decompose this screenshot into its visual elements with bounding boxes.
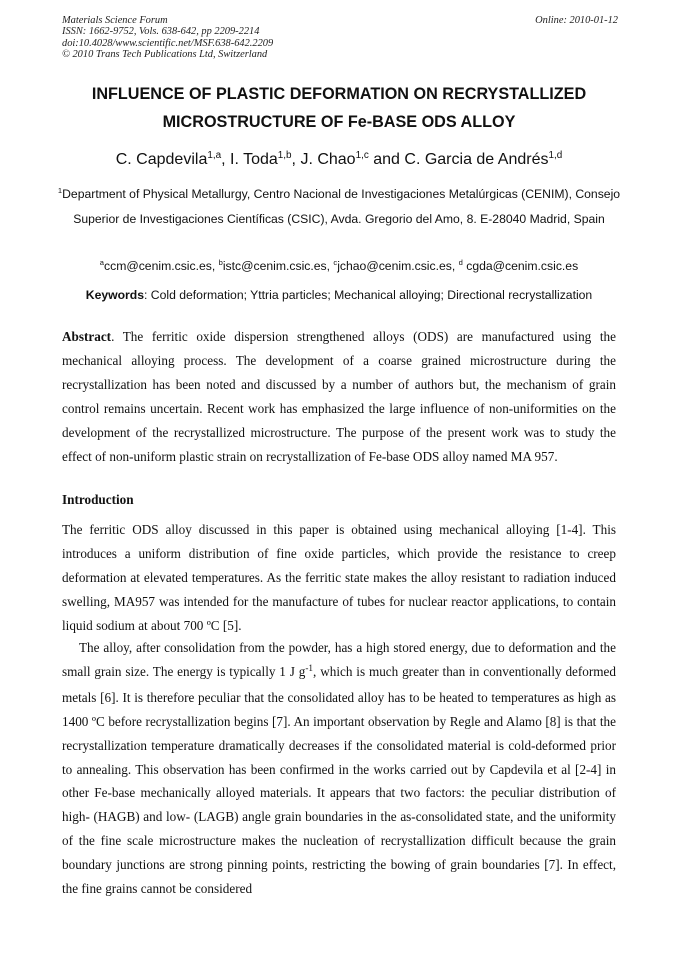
title-line-1: INFLUENCE OF PLASTIC DEFORMATION ON RECRYSTALLIZED: [91, 85, 587, 103]
online-date: Online: 2010-01-12: [535, 15, 618, 26]
author-separator: ,: [291, 151, 301, 168]
section-heading-introduction: Introduction: [62, 492, 134, 507]
author-name: J. Chao: [300, 151, 356, 168]
author-name: I. Toda: [230, 151, 278, 168]
author-name: C. Garcia de Andrés: [404, 151, 549, 168]
author-superscript: 1,c: [355, 150, 369, 162]
paragraph-text: , which is much greater than in conventionally deformed metals [6]. It is therefore peculiar that the consolidated alloy has to be heated to temperatures as high as 1400 ºC before recrystallization begins [7]. An important observation by Regle and Alamo [8] is that the recrystallization temperature dramatically decreases if the consolidated material is cold-deformed prior to annealing. This observation has been confirmed in the works carried out by Capdevila et al [2-4] in other Fe-base mechanically alloyed materials. It appears that two factors: the peculiar distribution of high- (HAGB) and low- (LAGB) angle grain boundaries in the as-consolidated state, and the uniformity of the fine scale microstructure makes the nucleation of recrystallization difficult because the grain boundary junctions are strong pinning points, restricting the bowing of grain boundaries [7]. In effect, the fine grains cannot be considered: [62, 663, 616, 897]
abstract-text: . The ferritic oxide dispersion strengthened alloys (ODS) are manufactured using the mechanical alloying process. The development of a coarse grained microstructure during the recrystallization has been noted and discussed by a number of authors but, the mechanism of grain control remains uncertain. Recent work has emphasized the large influence of non-uniformities on the development of the recrystallized microstructure. The purpose of the present work was to study the effect of non-uniform plastic strain on recrystallization of Fe-base ODS alloy named MA 957.: [62, 329, 616, 464]
introduction-paragraph-1: The ferritic ODS alloy discussed in this paper is obtained using mechanical alloying [1-4]. This introduces a uniform distribution of fine oxide particles, which provide the resistance to creep deformation at elevated temperatures. As the ferritic state makes the alloy resistant to radiation induced swelling, MA957 was intended for the manufacture of tubes for nuclear reactor applications, to contain liquid sodium at about 700 ºC [5].: [62, 522, 616, 633]
email-link[interactable]: ccm@cenim.csic.es,: [104, 259, 219, 273]
keywords-text: : Cold deformation; Yttria particles; Mechanical alloying; Directional recrystallization: [144, 288, 593, 302]
journal-header: [62, 15, 618, 60]
author-superscript: 1,d: [548, 150, 563, 162]
email-link[interactable]: istc@cenim.csic.es,: [222, 259, 334, 273]
keywords: [40, 285, 638, 305]
author-superscript: 1,b: [277, 150, 292, 162]
author-separator: and: [368, 151, 405, 168]
affiliation-text: Department of Physical Metallurgy, Centro Nacional de Investigaciones Metalúrgicas (CENIM), Consejo Superior de Investigaciones Científicas (CSIC), Avda. Gregorio del Amo, 8. E-28040 Madrid, Spain: [62, 187, 621, 226]
author-separator: ,: [221, 151, 231, 168]
email-superscript: d: [458, 258, 463, 268]
author-superscript: 1,a: [207, 150, 222, 162]
journal-name: Materials Science Forum: [62, 15, 168, 26]
affiliation-superscript: 1: [57, 186, 63, 196]
introduction-paragraph-2: [62, 636, 616, 901]
email-superscript: a: [99, 258, 104, 268]
keywords-label: Keywords: [85, 288, 145, 302]
email-superscript: b: [218, 258, 223, 268]
author-list: [40, 150, 638, 172]
author-name: C. Capdevila: [115, 151, 208, 168]
title-line-2: MICROSTRUCTURE OF Fe-BASE ODS ALLOY: [162, 113, 516, 131]
doi-line: doi:10.4028/www.scientific.net/MSF.638-642.2209: [62, 37, 274, 49]
email-link[interactable]: cgda@cenim.csic.es: [462, 259, 579, 273]
abstract-paragraph: [62, 325, 616, 468]
unit-superscript: -1: [305, 663, 314, 674]
issn-line: ISSN: 1662-9752, Vols. 638-642, pp 2209-2214: [62, 26, 260, 38]
affiliation: [40, 183, 638, 231]
paragraph-text: The alloy, after consolidation from the powder, has a high stored energy, due to deformation and the small grain size. The energy is typically 1 J g: [62, 640, 616, 679]
abstract-label: Abstract: [62, 329, 112, 344]
email-superscript: c: [333, 258, 338, 268]
email-link[interactable]: jchao@cenim.csic.es,: [337, 259, 459, 273]
paper-title: [40, 80, 638, 136]
copyright-line: © 2010 Trans Tech Publications Ltd, Switzerland: [62, 48, 268, 60]
email-list: [40, 256, 638, 278]
